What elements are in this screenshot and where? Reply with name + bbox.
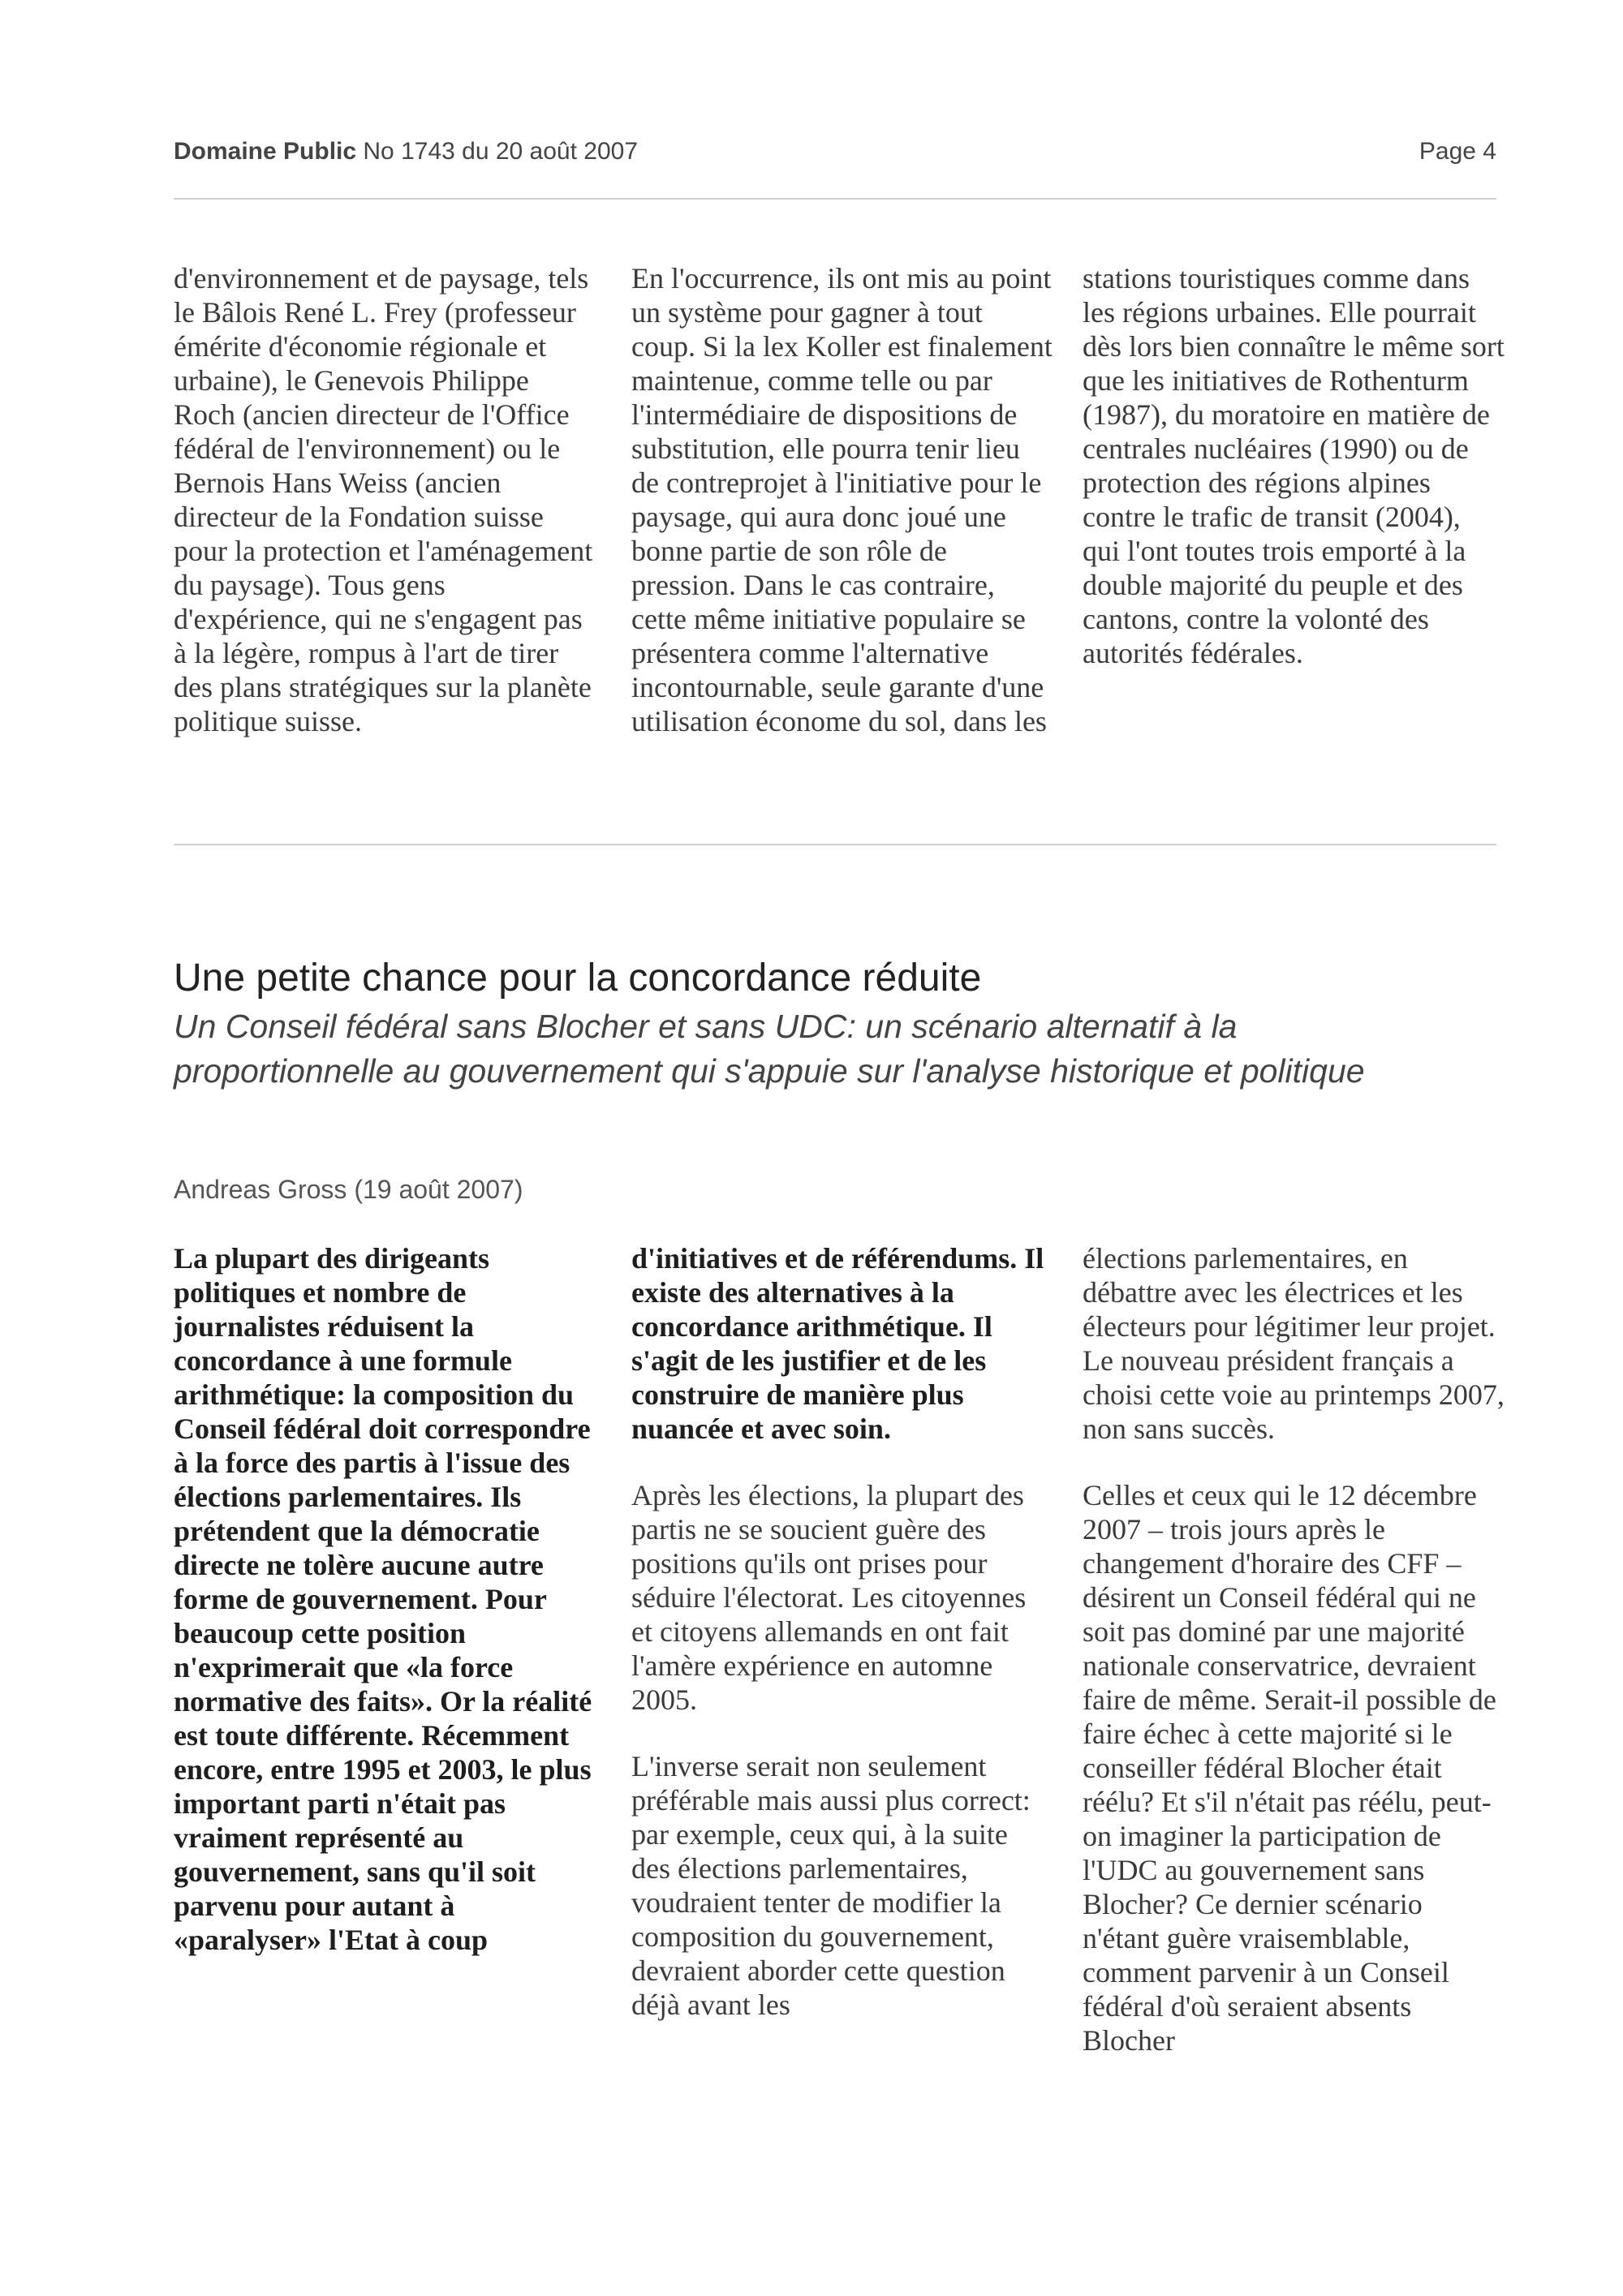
page-header xyxy=(174,138,1496,170)
header-divider xyxy=(174,198,1496,200)
lead-paragraph: La plupart des dirigeants politiques et nombre de journalistes réduisent la concordance à une formule arithmétique: la composition du Conseil fédéral doit correspondre à la force des partis à l'issue des élections parlementaires. Ils prétendent que la démocratie directe ne tolère aucune autre forme de gouvernement. Pour beaucoup cette position n'exprimerait que «la force normative des faits». Or la réalité est toute différente. Récemment encore, entre 1995 et 2003, le plus important parti n'était pas vraiment représenté au gouvernement, sans qu'il soit parvenu pour autant à «paralyser» l'Etat à coup xyxy=(174,1242,592,1956)
article-subtitle: Un Conseil fédéral sans Blocher et sans UDC: un scénario alternatif à la proportionnelle au gouvernement qui s'appuie sur l'analyse historique et politique xyxy=(174,1008,1365,1090)
issue-info: No 1743 du 20 août 2007 xyxy=(363,138,639,165)
paragraph: stations touristiques comme dans les régions urbaines. Elle pourrait dès lors bien connaître le même sort que les initiatives de Rothenturm (1987), du moratoire en matière de centrales nucléaires (1990) ou de protection des régions alpines contre le trafic de transit (2004), qui l'ont toutes trois emporté à la double majorité du peuple et des cantons, contre la volonté des autorités fédérales. xyxy=(1083,262,1505,669)
paragraph: d'environnement et de paysage, tels le Bâlois René L. Frey (professeur émérite d'économie régionale et urbaine), le Genevois Philippe Roch (ancien directeur de l'Office fédéral de l'environnement) ou le Bernois Hans Weiss (ancien directeur de la Fondation suisse pour la protection et l'aménagement du paysage). Tous gens d'expérience, qui ne s'engagent pas à la légère, rompus à l'art de tirer des plans stratégiques sur la planète politique suisse. xyxy=(174,262,593,737)
article-byline: Andreas Gross (19 août 2007) xyxy=(174,1175,523,1204)
previous-article-column-2 xyxy=(631,261,1053,771)
article-column-1 xyxy=(174,1241,596,1989)
previous-article-column-1 xyxy=(174,261,596,771)
article-divider xyxy=(174,844,1496,845)
publication-name: Domaine Public xyxy=(174,138,357,165)
paragraph: L'inverse serait non seulement préférable mais aussi plus correct: par exemple, ceux qui, à la suite des élections parlementaires, voudraient tenter de modifier la composition du gouvernement, devraient aborder cette question déjà avant les xyxy=(631,1750,1031,2021)
paragraph: Après les élections, la plupart des partis ne se soucient guère des positions qu'ils ont prises pour séduire l'électorat. Les citoyennes et citoyens allemands en ont fait l'amère expérience en automne 2005. xyxy=(631,1479,1027,1716)
article-title: Une petite chance pour la concordance réduite xyxy=(174,957,982,1000)
article-column-3 xyxy=(1083,1241,1505,2090)
previous-article-column-3 xyxy=(1083,261,1505,703)
paragraph: élections parlementaires, en débattre avec les électrices et les électeurs pour légitimer leur projet. Le nouveau président français a choisi cette voie au printemps 2007, non sans succès. xyxy=(1083,1242,1505,1445)
paragraph: En l'occurrence, ils ont mis au point un système pour gagner à tout coup. Si la lex Koller est finalement maintenue, comme telle ou par l'intermédiaire de dispositions de substitution, elle pourra tenir lieu de contreprojet à l'initiative pour le paysage, qui aura donc joué une bonne partie de son rôle de pression. Dans le cas contraire, cette même initiative populaire se présentera comme l'alternative incontournable, seule garante d'une utilisation économe du sol, dans les xyxy=(631,262,1053,737)
paragraph: Celles et ceux qui le 12 décembre 2007 – trois jours après le changement d'horaire des CFF – désirent un Conseil fédéral qui ne soit pas dominé par une majorité nationale conservatrice, devraient faire de même. Serait-il possible de faire échec à cette majorité si le conseiller fédéral Blocher était réélu? Et s'il n'était pas réélu, peut-on imaginer la participation de l'UDC au gouvernement sans Blocher? Ce dernier scénario n'étant guère vraisemblable, comment parvenir à un Conseil fédéral d'où seraient absents Blocher xyxy=(1083,1479,1496,2057)
lead-paragraph: d'initiatives et de référendums. Il existe des alternatives à la concordance arithmétique. Il s'agit de les justifier et de les construire de manière plus nuancée et avec soin. xyxy=(631,1242,1044,1445)
article-column-2 xyxy=(631,1241,1053,2054)
page-number: Page 4 xyxy=(1419,138,1496,165)
